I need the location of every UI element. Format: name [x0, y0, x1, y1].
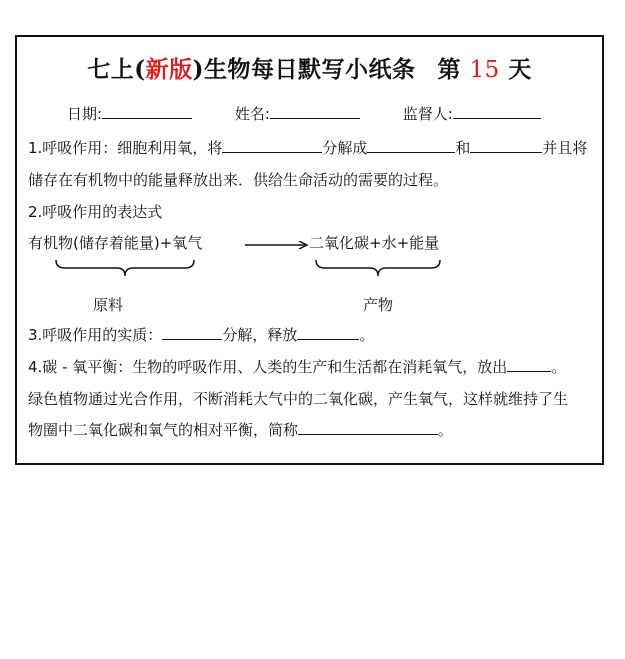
worksheet-title — [17, 51, 602, 84]
date-field[interactable] — [67, 103, 192, 124]
q2-heading: 2.呼吸作用的表达式 — [28, 203, 163, 221]
products-label: 产物 — [363, 296, 394, 314]
q4-text-3: 物圈中二氧化碳和氧气的相对平衡，简称 — [28, 421, 299, 439]
q4-text-1: 4.碳 - 氧平衡：生物的呼吸作用、人类的生产和生活都在消耗氧气，放出 — [28, 358, 508, 376]
reaction-arrow-icon — [245, 241, 311, 249]
q2-right-expression: 二氧化碳+水+能量 — [309, 234, 440, 252]
q1-text-3: 和 — [455, 139, 471, 157]
date-label: 日期: — [67, 105, 103, 123]
q1-blank-1[interactable] — [222, 138, 322, 153]
q2-left-expression: 有机物(储存着能量)+氧气 — [28, 234, 203, 252]
q1-line1 — [28, 137, 587, 158]
q1-text-2: 分解成 — [322, 139, 368, 157]
right-brace-icon — [315, 259, 441, 277]
meta-row — [67, 103, 582, 124]
title-highlight: 新版 — [145, 56, 193, 83]
day-suffix: 天 — [499, 56, 532, 83]
q1-text-1: 1.呼吸作用：细胞利用氧，将 — [28, 139, 223, 157]
q3-text-1: 3.呼吸作用的实质： — [28, 326, 163, 344]
date-blank[interactable] — [102, 104, 192, 119]
q1-blank-2[interactable] — [367, 138, 455, 153]
name-field[interactable] — [235, 103, 360, 124]
day-prefix: 第 — [437, 56, 470, 83]
q1-text-4: 并且将 — [542, 139, 588, 157]
reactants-label: 原料 — [93, 296, 124, 314]
q4-text-4: 。 — [438, 421, 454, 439]
q3-blank-1[interactable] — [162, 325, 222, 340]
q1-blank-3[interactable] — [470, 138, 542, 153]
q4-blank-2[interactable] — [298, 420, 438, 435]
supervisor-blank[interactable] — [453, 104, 541, 119]
left-brace-icon — [55, 259, 195, 277]
q4-blank-1[interactable] — [507, 357, 551, 372]
supervisor-field[interactable] — [403, 103, 541, 124]
q1-line2: 储存在有机物中的能量释放出来．供给生命活动的需要的过程。 — [28, 171, 449, 189]
name-blank[interactable] — [270, 104, 360, 119]
q3-text-3: 。 — [359, 326, 375, 344]
supervisor-label: 监督人: — [402, 105, 453, 123]
q4-line3 — [28, 419, 453, 440]
q3-line — [28, 324, 374, 345]
q4-text-2: 。 — [551, 358, 567, 376]
q3-text-2: 分解，释放 — [222, 326, 298, 344]
title-prefix: 七上( — [87, 56, 146, 83]
title-suffix: )生物每日默写小纸条 — [192, 56, 416, 83]
q4-line2: 绿色植物通过光合作用，不断消耗大气中的二氧化碳，产生氧气，这样就维持了生 — [28, 390, 569, 408]
q3-blank-2[interactable] — [297, 325, 359, 340]
worksheet-card — [15, 35, 604, 465]
day-number: 15 — [469, 57, 500, 83]
name-label: 姓名: — [234, 105, 270, 123]
q4-line1 — [28, 356, 566, 377]
